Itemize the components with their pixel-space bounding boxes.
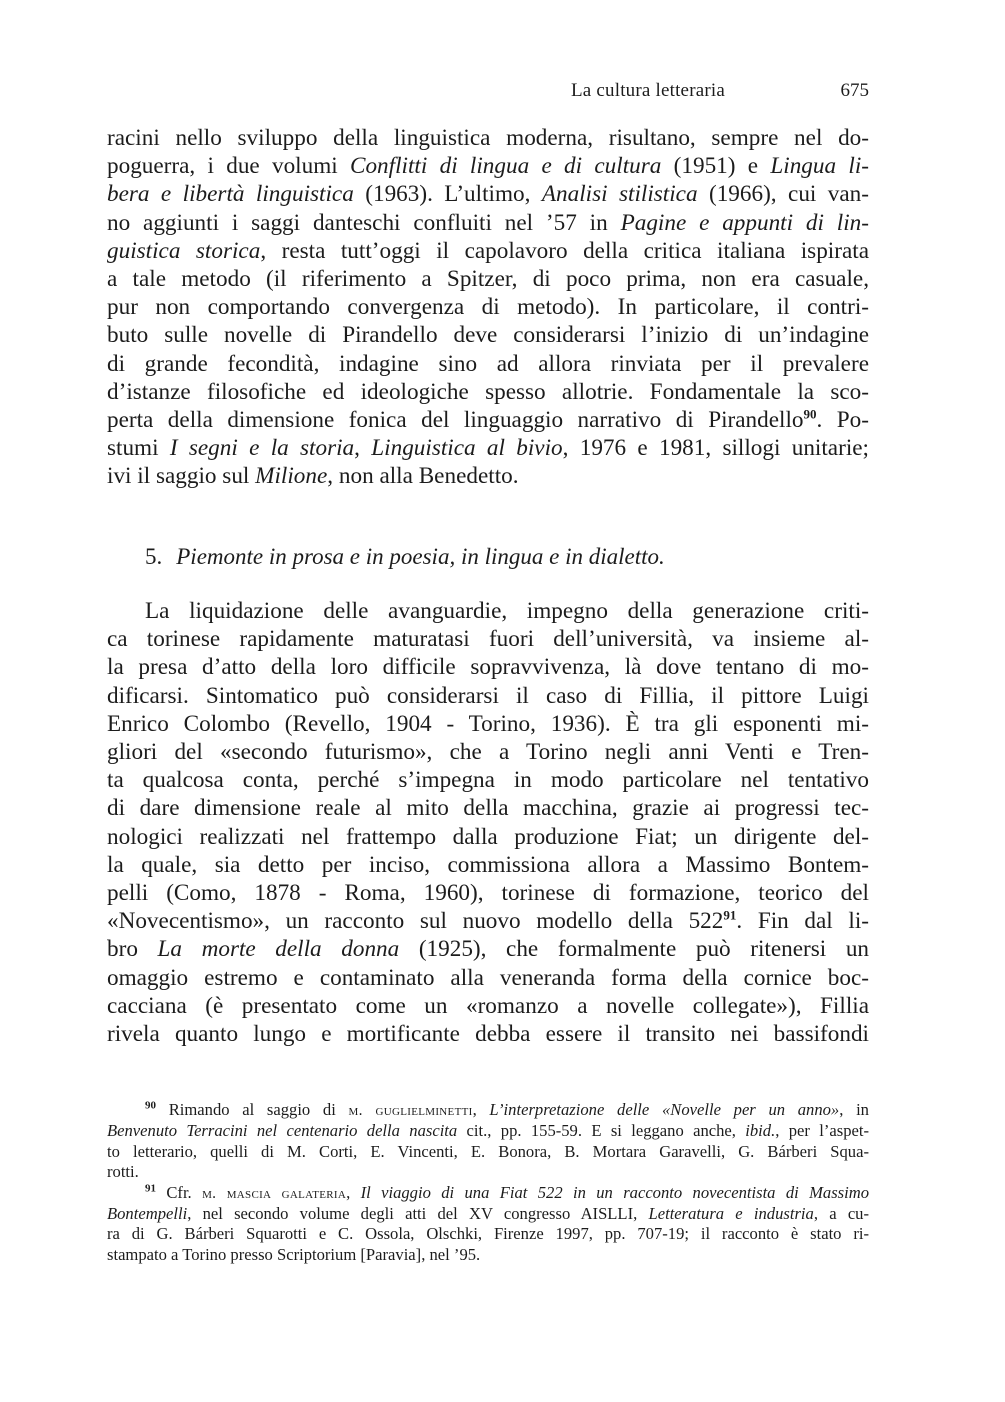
text-line: racini nello sviluppo della linguistica moderna, risultano, sempre nel do- [107, 125, 869, 151]
running-title: La cultura letteraria [571, 80, 725, 101]
text-line: guistica storica, resta tutt’oggi il capolavoro della critica italiana ispirata [107, 237, 869, 264]
section-heading [145, 544, 665, 570]
text-line: d’istanze filosofiche ed ideologiche spesso allotrie. Fondamentale la sco- [107, 378, 869, 405]
text-line: «Novecentismo», un racconto sul nuovo modello della $522^{91}$. Fin dal li- [107, 907, 869, 935]
footnote-91 [107, 1183, 869, 1266]
work-title: Conflitti di lingua e di cultura [350, 153, 662, 180]
text-line: pelli (Como, 1878 - Roma, 1960), torinese di formazione, teorico del [107, 880, 869, 907]
text-line: bro La morte della donna (1925), che formalmente può ritenersi un [107, 936, 870, 963]
footnote-line: $^{90}$ Rimando al saggio di m. guglielminetti, L’interpretazione delle «Novelle per un anno», in [145, 1099, 869, 1119]
work-title: I segni e la storia [169, 435, 355, 462]
footnote-line: $^{91}$ Cfr. m. mascia galateria, Il viaggio di una Fiat 522 in un racconto novecentista di Massimo [145, 1182, 870, 1202]
work-title: Lingua li- [770, 153, 869, 180]
work-title: guistica storica [107, 237, 261, 264]
text-line: perta della dimensione fonica del linguaggio narrativo di Pirandello$^{90}$. Po- [107, 406, 869, 434]
text-line: a tale metodo (il riferimento a Spitzer, di poco prima, non era casuale, [107, 266, 869, 293]
text-line: Enrico Colombo (Revello, 1904 - Torino, 1936). È tra gli esponenti mi- [107, 710, 869, 737]
text-line: nologici realizzati nel frattempo dalla produzione Fiat; un dirigente del- [107, 823, 869, 850]
text-line: la presa d’atto della loro difficile sopravvivenza, là dove tentano di mo- [107, 654, 869, 681]
text-line: buto sulle novelle di Pirandello deve considerarsi l’inizio di un’indagine [107, 322, 869, 349]
footnote-reference[interactable]: 91 [723, 907, 737, 923]
footnote-90 [107, 1100, 869, 1183]
footnote-reference[interactable]: 90 [803, 406, 817, 422]
text-line: ta qualcosa conta, perché s’impegna in modo particolare nel tentativo [107, 767, 869, 794]
work-title: Il viaggio di una Fiat 522 in un racconto novecentista di Massimo [360, 1182, 870, 1202]
footnote-line: Benvenuto Terracini nel centenario della nascita cit., pp. 155-59. E si leggano anche, ibid., per l’aspet- [107, 1121, 869, 1141]
author-name: m. mascia galateria [202, 1184, 347, 1202]
text-line: stumi I segni e la storia, Linguistica al bivio, 1976 e 1981, sillogi unitarie; [107, 435, 869, 462]
footnote-number: 91 [145, 1182, 156, 1195]
page-number: 675 [840, 80, 869, 101]
text-line: poguerra, i due volumi Conflitti di lingua e di cultura (1951) e Lingua li- [107, 153, 869, 180]
footnote-line: rotti. [107, 1162, 139, 1182]
work-title: La morte della donna [157, 936, 400, 963]
footnote-line: to letterario, quelli di M. Corti, E. Vincenti, E. Bonora, B. Mortara Garavelli, G. Bárberi Squa- [107, 1141, 869, 1161]
text-line: no aggiunti i saggi danteschi confluiti nel ’57 in Pagine e appunti di lin- [107, 209, 869, 236]
footnote-line: Bontempelli, nel secondo volume degli atti del XV congresso AISLLI, Letteratura e industria, a cu- [107, 1204, 870, 1224]
section-number: 5. [145, 544, 163, 569]
text-line: la quale, sia detto per inciso, commissiona allora a Massimo Bontem- [107, 851, 869, 878]
footnote-line: ra di G. Bárberi Squarotti e C. Ossola, Olschki, Firenze 1997, pp. 707-19; il racconto è stato ri- [107, 1224, 869, 1244]
text-line: rivela quanto lungo e mortificante debba essere il transito nei bassifondi [107, 1021, 869, 1048]
text-line: gliori del «secondo futurismo», che a Torino negli anni Venti e Tren- [107, 739, 869, 766]
paragraph-1 [107, 124, 869, 491]
text-line: di grande fecondità, indagine sino ad allora rinviata per il prevalere [107, 350, 869, 377]
work-title: Letteratura e industria [648, 1204, 814, 1224]
work-title: Bontempelli [107, 1204, 188, 1224]
footnote-number: 90 [145, 1099, 156, 1112]
work-title: Benvenuto Terracini nel centenario della nascita [107, 1121, 458, 1141]
text-line: cacciana (è presentato come un «romanzo a novelle collegate»), Fillia [107, 992, 869, 1019]
footnotes [107, 1100, 869, 1265]
work-title: Milione [255, 463, 328, 490]
text-line: La liquidazione delle avanguardie, impegno della generazione criti- [145, 598, 869, 624]
work-title: Analisi stilistica [541, 181, 698, 208]
footnote-line: stampato a Torino presso Scriptorium [Paravia], nel ’95. [107, 1244, 481, 1264]
paragraph-2 [107, 597, 869, 1048]
work-title: bera e libertà linguistica [107, 181, 354, 208]
text-line: ca torinese rapidamente maturatasi fuori dell’università, va insieme al- [107, 626, 869, 653]
text-line: ivi il saggio sul Milione, non alla Benedetto. [107, 463, 519, 490]
section-title: Piemonte in prosa e in poesia, in lingua e in dialetto. [176, 544, 665, 569]
work-title: Linguistica al bivio [371, 435, 563, 462]
author-name: m. guglielminetti [348, 1102, 473, 1119]
text-line: di dare dimensione reale al mito della macchina, grazie ai progressi tec- [107, 795, 869, 822]
text-line: omaggio estremo e contaminato alla veneranda forma della cornice boc- [107, 964, 869, 991]
text-line: dificarsi. Sintomatico può considerarsi il caso di Fillia, il pittore Luigi [107, 682, 869, 709]
work-title: Pagine e appunti di lin- [620, 209, 869, 236]
text-line: bera e libertà linguistica (1963). L’ultimo, Analisi stilistica (1966), cui van- [107, 181, 869, 208]
text-line: pur non comportando convergenza di metodo). In particolare, il contri- [107, 294, 869, 321]
work-title: L’interpretazione delle «Novelle per un anno» [489, 1100, 840, 1119]
